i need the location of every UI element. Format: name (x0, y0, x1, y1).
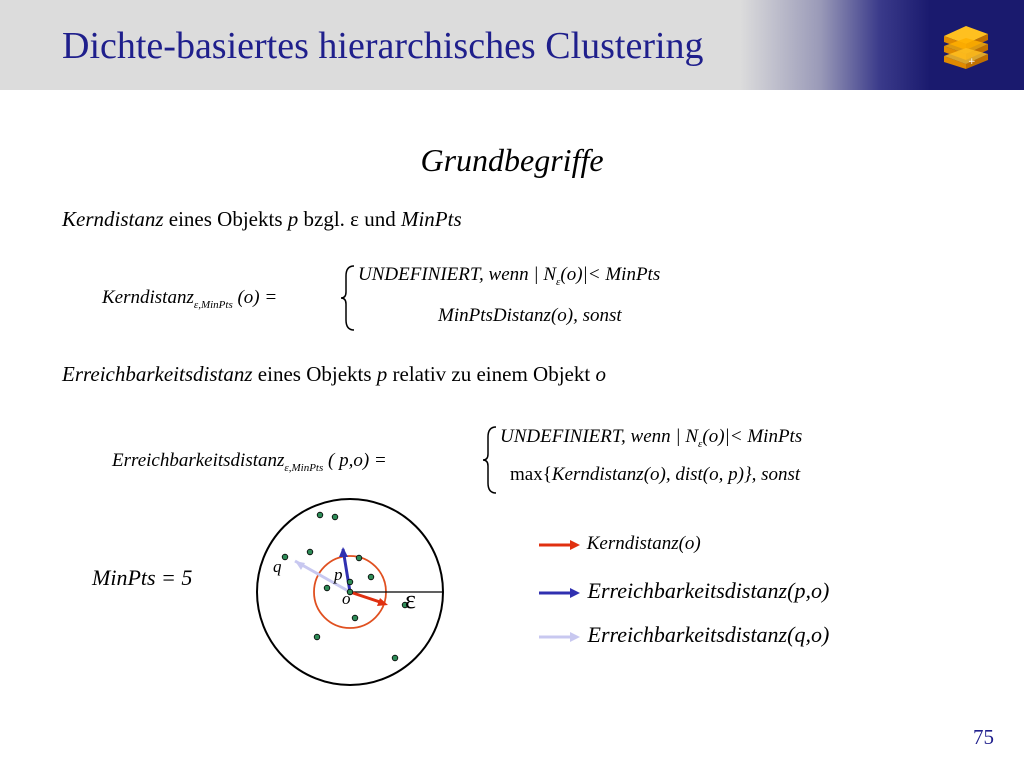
page-title: Dichte-basiertes hierarchisches Clustering (62, 25, 704, 67)
definition-erreichbarkeitsdistanz: Erreichbarkeitsdistanz eines Objekts p relativ zu einem Objekt o (62, 362, 606, 386)
epsilon-label: ε (405, 585, 416, 614)
svg-text:+: + (968, 57, 976, 67)
formula-kerndistanz-lhs: Kerndistanz$_{\varepsilon,MinPts}$ (o) = (102, 287, 278, 311)
brace-left-icon (340, 264, 356, 332)
formula-erreichbarkeitsdistanz-lhs: Erreichbarkeitsdistanz$_{\varepsilon,MinPts}$ ( p,o) = (112, 450, 387, 474)
data-points (282, 512, 408, 661)
minpts-label: MinPts = 5 (92, 565, 193, 590)
p-label: p (334, 565, 343, 584)
legend-item-reach-p: Erreichbarkeitsdistanz(p,o) (538, 578, 829, 604)
brace-left-icon (482, 425, 498, 495)
density-diagram (255, 495, 445, 690)
legend-item-kerndistanz: Kerndistanz(o) (538, 533, 701, 555)
page-number: 75 (973, 725, 994, 749)
formula-erreichbarkeitsdistanz-case2: max{Kerndistanz(o), dist(o, p)}, sonst (510, 464, 801, 485)
formula-kerndistanz-case2: MinPtsDistanz(o), sonst (438, 305, 622, 326)
arrow-right-icon (538, 537, 582, 553)
q-label: q (273, 557, 282, 576)
subtitle: Grundbegriffe (420, 142, 604, 178)
core-dist-arrow (350, 592, 383, 603)
arrow-right-icon (538, 585, 582, 601)
legend-item-reach-q: Erreichbarkeitsdistanz(q,o) (538, 622, 829, 648)
arrow-right-icon (538, 629, 582, 645)
formula-kerndistanz-case1: UNDEFINIERT, wenn | $N_\varepsilon(o)|<$ MinPts (358, 264, 661, 288)
formula-erreichbarkeitsdistanz-case1: UNDEFINIERT, wenn | $N_\varepsilon(o)|<$ MinPts (500, 426, 803, 450)
header-bar (0, 0, 1024, 90)
o-label: o (342, 589, 351, 608)
definition-kerndistanz: Kerndistanz eines Objekts p bzgl. ε und MinPts (62, 207, 462, 231)
stacked-layers-logo-icon (940, 22, 992, 70)
